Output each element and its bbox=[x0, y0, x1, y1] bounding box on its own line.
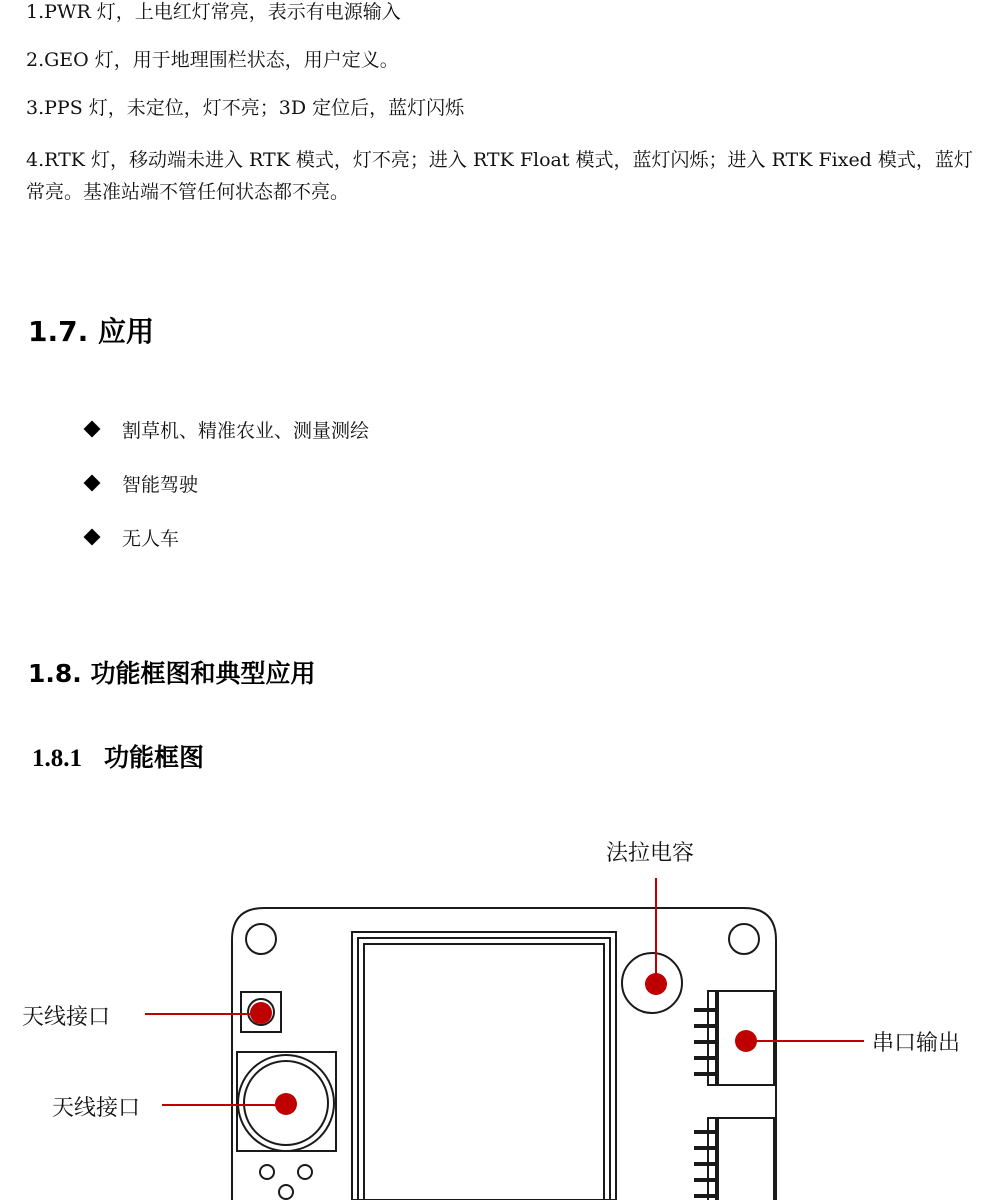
diamond-bullet-icon bbox=[84, 529, 101, 546]
list-item bbox=[84, 456, 369, 510]
antenna-top-marker-icon bbox=[250, 1002, 272, 1024]
paragraph-rtk-led: 4.RTK 灯，移动端未进入 RTK 模式，灯不亮；进入 RTK Float 模式，蓝灯闪烁；进入 RTK Fixed 模式，蓝灯常亮。基准站端不管任何状态都不亮。 bbox=[26, 149, 973, 203]
callout-antenna-top: 天线接口 bbox=[22, 1005, 111, 1030]
serial-marker-icon bbox=[735, 1030, 757, 1052]
section-heading-applications: 1.7. 应用 bbox=[28, 315, 154, 348]
mounting-hole-right-icon bbox=[729, 924, 759, 954]
paragraph-pps-led: 3.PPS 灯，未定位，灯不亮；3D 定位后，蓝灯闪烁 bbox=[26, 97, 465, 119]
board-outline bbox=[232, 908, 776, 1200]
diamond-bullet-icon bbox=[84, 421, 101, 438]
diamond-bullet-icon bbox=[84, 475, 101, 492]
list-item bbox=[84, 402, 369, 456]
paragraph-pwr-led: 1.PWR 灯，上电红灯常亮，表示有电源输入 bbox=[26, 1, 401, 23]
list-item-text: 智能驾驶 bbox=[122, 473, 199, 496]
list-item-text: 无人车 bbox=[122, 527, 180, 550]
callout-antenna-bottom: 天线接口 bbox=[52, 1096, 141, 1121]
subsection-number: 1.8.1 bbox=[32, 745, 82, 772]
callout-capacitor: 法拉电容 bbox=[606, 841, 695, 866]
list-item bbox=[84, 510, 369, 564]
connector-pins bbox=[694, 1008, 716, 1198]
subsection-title: 功能框图 bbox=[104, 743, 205, 772]
capacitor-marker-icon bbox=[645, 973, 667, 995]
section-heading-block-diagram: 1.8. 功能框图和典型应用 bbox=[28, 659, 316, 688]
board-drawing bbox=[0, 820, 1000, 1200]
antenna-bottom-marker-icon bbox=[275, 1093, 297, 1115]
functional-block-diagram bbox=[0, 820, 1000, 1200]
list-item-text: 割草机、精准农业、测量测绘 bbox=[122, 419, 370, 442]
callout-serial-output: 串口输出 bbox=[872, 1031, 961, 1056]
mounting-hole-left-icon bbox=[246, 924, 276, 954]
application-list bbox=[84, 402, 369, 564]
subsection-heading-functional-block bbox=[32, 738, 204, 774]
paragraph-geo-led: 2.GEO 灯，用于地理围栏状态，用户定义。 bbox=[26, 49, 399, 71]
